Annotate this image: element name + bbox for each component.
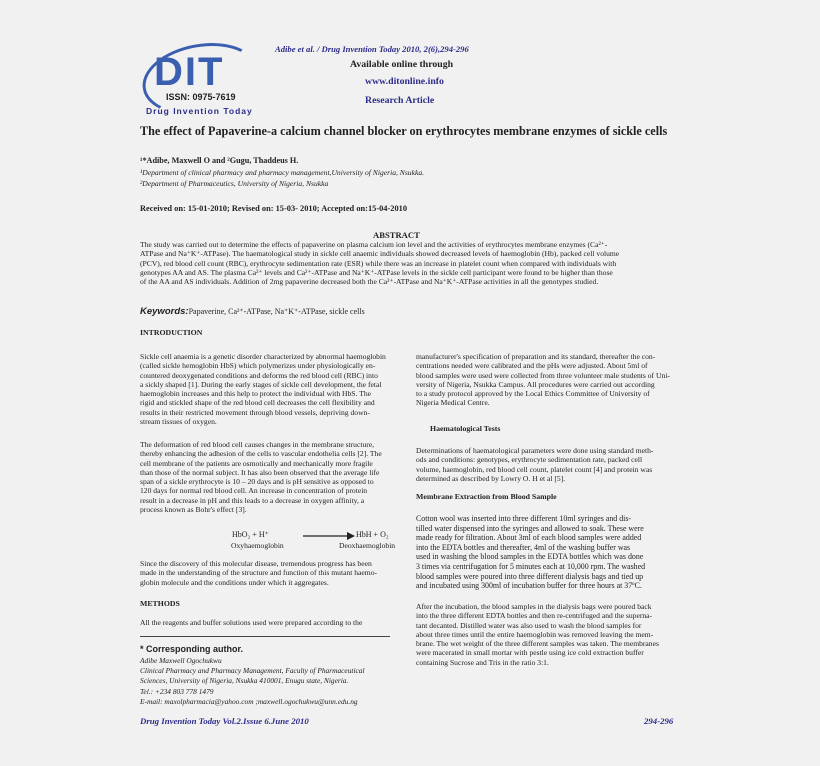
corresponding-line: Tel.: +234 803 778 1479	[140, 686, 214, 696]
text-line: haemoglobin increases and this help to protect the individual with HbS. The	[140, 389, 372, 399]
text-line: Determinations of haematological parameters were done using standard meth-	[416, 446, 654, 455]
text-line: (called sickle hemoglobin HbS) which polymerizes under physiologically en-	[140, 361, 376, 371]
corresponding-line: Clinical Pharmacy and Pharmacy Management, Faculty of Pharmaceutical	[140, 666, 365, 676]
article-type: Research Article	[365, 95, 435, 106]
text-line: globin molecule and the conditions under which it aggregates.	[140, 577, 329, 587]
corresponding-heading: * Corresponding author.	[140, 644, 244, 654]
abstract-heading: ABSTRACT	[373, 230, 420, 240]
corresponding-line: Adibe Maxwell Ogochukwu	[140, 656, 222, 665]
authors: ¹*Adibe, Maxwell O and ²Gugu, Thaddeus H.	[140, 156, 299, 165]
text-line: made ready for filtration. About 3ml of each blood samples were added	[416, 533, 642, 543]
text-line: used in washing the blood samples in the EDTA bottles which was done	[416, 552, 644, 562]
intro-paragraph-1	[140, 352, 404, 426]
equation-left: HbO₂ + H⁺	[232, 530, 269, 539]
journal-url[interactable]: www.ditonline.info	[365, 76, 444, 87]
abstract-line: genotypes AA and AS. The plasma Ca²⁺ levels and Ca²⁺-ATPase and Na⁺K⁺-ATPase levels in the sickle cell participant were found to be higher than those	[140, 267, 613, 277]
haematological-tests-heading: Haematological Tests	[430, 424, 501, 433]
text-line: Sickle cell anaemia is a genetic disorder characterized by abnormal haemoglobin	[140, 352, 386, 361]
text-line: blood samples were poured into three different dialysis bags and tied up	[416, 571, 644, 581]
text-line: Nigeria Medical Centre.	[416, 398, 490, 408]
text-line: span of a sickle erythrocyte is 10 – 20 days and is pH sensitive as opposed to	[140, 477, 374, 487]
haematological-paragraph	[416, 446, 684, 483]
membrane-extraction-heading: Membrane Extraction from Blood Sample	[416, 492, 557, 501]
intro-paragraph-3	[140, 559, 404, 587]
logo-issn: ISSN: 0975-7619	[166, 92, 236, 102]
submission-dates: Received on: 15-01-2010; Revised on: 15-03- 2010; Accepted on:15-04-2010	[140, 204, 408, 213]
text-line: into the EDTA bottles and thereafter, 4ml of the washing buffer was	[416, 542, 631, 552]
corresponding-details	[140, 656, 410, 707]
text-line: stream tissues of oxygen.	[140, 417, 217, 427]
affiliation-2: ²Department of Pharmaceutics, University of Nigeria, Nsukka	[140, 179, 329, 188]
text-line: a sickly shaped [1]. During the early stages of sickle cell development, the fetal	[140, 379, 382, 389]
text-line: than those of the normal subject. It has also been observed that the average life	[140, 467, 380, 477]
text-line: volume, haemoglobin, red blood cell count, platelet count [4] and protein was	[416, 464, 653, 474]
journal-logo	[140, 40, 258, 118]
membrane-paragraph-2	[416, 602, 684, 667]
keywords	[140, 306, 365, 317]
abstract-line: (PCV), red blood cell count (RBC), erythrocyte sedimentation rate (ESR) while there was an increase in platelet count when compared with individuals with	[140, 258, 617, 268]
text-line: containing Sucrose and Tris in the ratio 3:1.	[416, 657, 549, 667]
text-line: Since the discovery of this molecular disease, tremendous progress has been	[140, 559, 372, 568]
text-line: thereby enhancing the adhesion of the cells to vascular endothelia cells [2]. The	[140, 449, 382, 459]
corresponding-email[interactable]: E-mail: maxolpharmacia@yahoo.com ;maxwell.ogochukwu@unn.edu.ng	[140, 696, 358, 706]
text-line: determined as described by Lowry O. H et al [5].	[416, 473, 566, 483]
affiliation-1: ¹Department of clinical pharmacy and pharmacy management,University of Nigeria, Nsukka.	[140, 168, 425, 177]
membrane-paragraph-1	[416, 514, 684, 591]
paper-title: The effect of Papaverine-a calcium channel blocker on erythrocytes membrane enzymes of sickle cells	[140, 124, 668, 138]
footer-journal: Drug Invention Today Vol.2.Issue 6.June 2010	[140, 716, 309, 726]
equation-right: HbH + O₂	[356, 530, 389, 539]
text-line: countered deoxygenated conditions and deforms the red blood cell (RBC) into	[140, 370, 378, 380]
abstract-line: ATPase and Na⁺K⁺-ATPase). The haematological study in sickle cell anaemic individuals showed decreased levels of haemoglobin (Hb), packed cell volume	[140, 249, 620, 259]
text-line: The deformation of red blood cell causes changes in the membrane structure,	[140, 440, 375, 449]
text-line: 120 days for normal red blood cell. An increase in concentration of protein	[140, 486, 368, 496]
abstract-line: The study was carried out to determine the effects of papaverine on plasma calcium ion level and the activities of erythrocytes membrane enzymes (Ca²⁺-	[140, 240, 608, 249]
text-line: to a study protocol approved by the Local Ethics Committee of University of	[416, 389, 650, 399]
citation: Adibe et al. / Drug Invention Today 2010, 2(6),294-296	[275, 44, 469, 54]
text-line: versity of Nigeria, Nsukka Campus. All procedures were carried out according	[416, 379, 655, 389]
logo-name: Drug Invention Today	[146, 106, 253, 116]
text-line: rigid and stickled shape of the red blood cell decreases the cell flexibility and	[140, 398, 375, 408]
abstract-line: of the AA and AS individuals. Addition of 2mg papaverine decreased both the Ca²⁺-ATPase and Na⁺K⁺-ATPase activities in all the genotypes studied.	[140, 277, 599, 287]
text-line: and incubated using 300ml of incubation buffer for three hours at 37ºC.	[416, 581, 642, 591]
text-line: ods and conditions: genotypes, erythrocyte sedimentation rate, packed cell	[416, 455, 643, 465]
keywords-label: Keywords:	[140, 306, 189, 317]
corresponding-line: Sciences, University of Nigeria, Nsukka 410001, Enugu state, Nigeria.	[140, 676, 349, 686]
text-line: Cotton wool was inserted into three different 10ml syringes and dis-	[416, 514, 632, 523]
text-line: into the three different EDTA bottles and then re-centrifuged and the superna-	[416, 611, 653, 621]
text-line: made in the understanding of the structure and function of this mutant haemo-	[140, 568, 378, 578]
introduction-heading: INTRODUCTION	[140, 328, 203, 337]
equation-left-label: Oxyhaemoglobin	[231, 541, 284, 550]
keywords-text: Papaverine, Ca²⁺-ATPase, Na⁺K⁺-ATPase, sickle cells	[188, 307, 365, 316]
equation-right-label: Deoxhaemoglobin	[339, 541, 396, 550]
methods-paragraph: All the reagents and buffer solutions used were prepared according to the	[140, 618, 363, 627]
text-line: cell membrane of the patients are osmotically and mechanically more fragile	[140, 458, 373, 468]
reaction-arrow-icon	[303, 531, 355, 541]
text-line: about three times until the entire haemoglobin was removed leaving the mem-	[416, 629, 654, 639]
text-line: tant decanted. Distilled water was also used to wash the blood samples for	[416, 620, 642, 630]
text-line: results in their restricted movement through blood vessels, depriving down-	[140, 407, 370, 417]
text-line: tilled water dispensed into the syringes and allowed to soak. These were	[416, 523, 644, 533]
text-line: result in a decrease in pH and this leads to a decrease in oxygen affinity, a	[140, 495, 365, 505]
intro-paragraph-2	[140, 440, 404, 514]
methods-heading: METHODS	[140, 599, 180, 608]
footer-pages: 294-296	[644, 716, 674, 726]
available-online: Available online through	[350, 59, 454, 70]
text-line: blood samples were used were collected from three volunteer male students of Uni-	[416, 370, 670, 380]
text-line: 3 times via centrifugation for 5 minutes each at 10,000 rpm. The washed	[416, 561, 646, 571]
logo-mark: DIT	[154, 50, 225, 94]
text-line: centrations needed were calibrated and the pHs were adjusted. About 5ml of	[416, 361, 648, 371]
methods-paragraph-continued	[416, 352, 684, 408]
text-line: process known as Bohr's effect [3].	[140, 505, 247, 515]
abstract-body	[140, 240, 685, 286]
text-line: were macerated in small mortar with pestle using ice cold extraction buffer	[416, 648, 644, 658]
footnote-divider	[140, 636, 390, 637]
text-line: brane. The wet weight of the three different samples was taken. The membranes	[416, 639, 659, 649]
text-line: After the incubation, the blood samples in the dialysis bags were poured back	[416, 602, 652, 611]
text-line: manufacturer's specification of preparation and its standard, thereafter the con-	[416, 352, 656, 361]
